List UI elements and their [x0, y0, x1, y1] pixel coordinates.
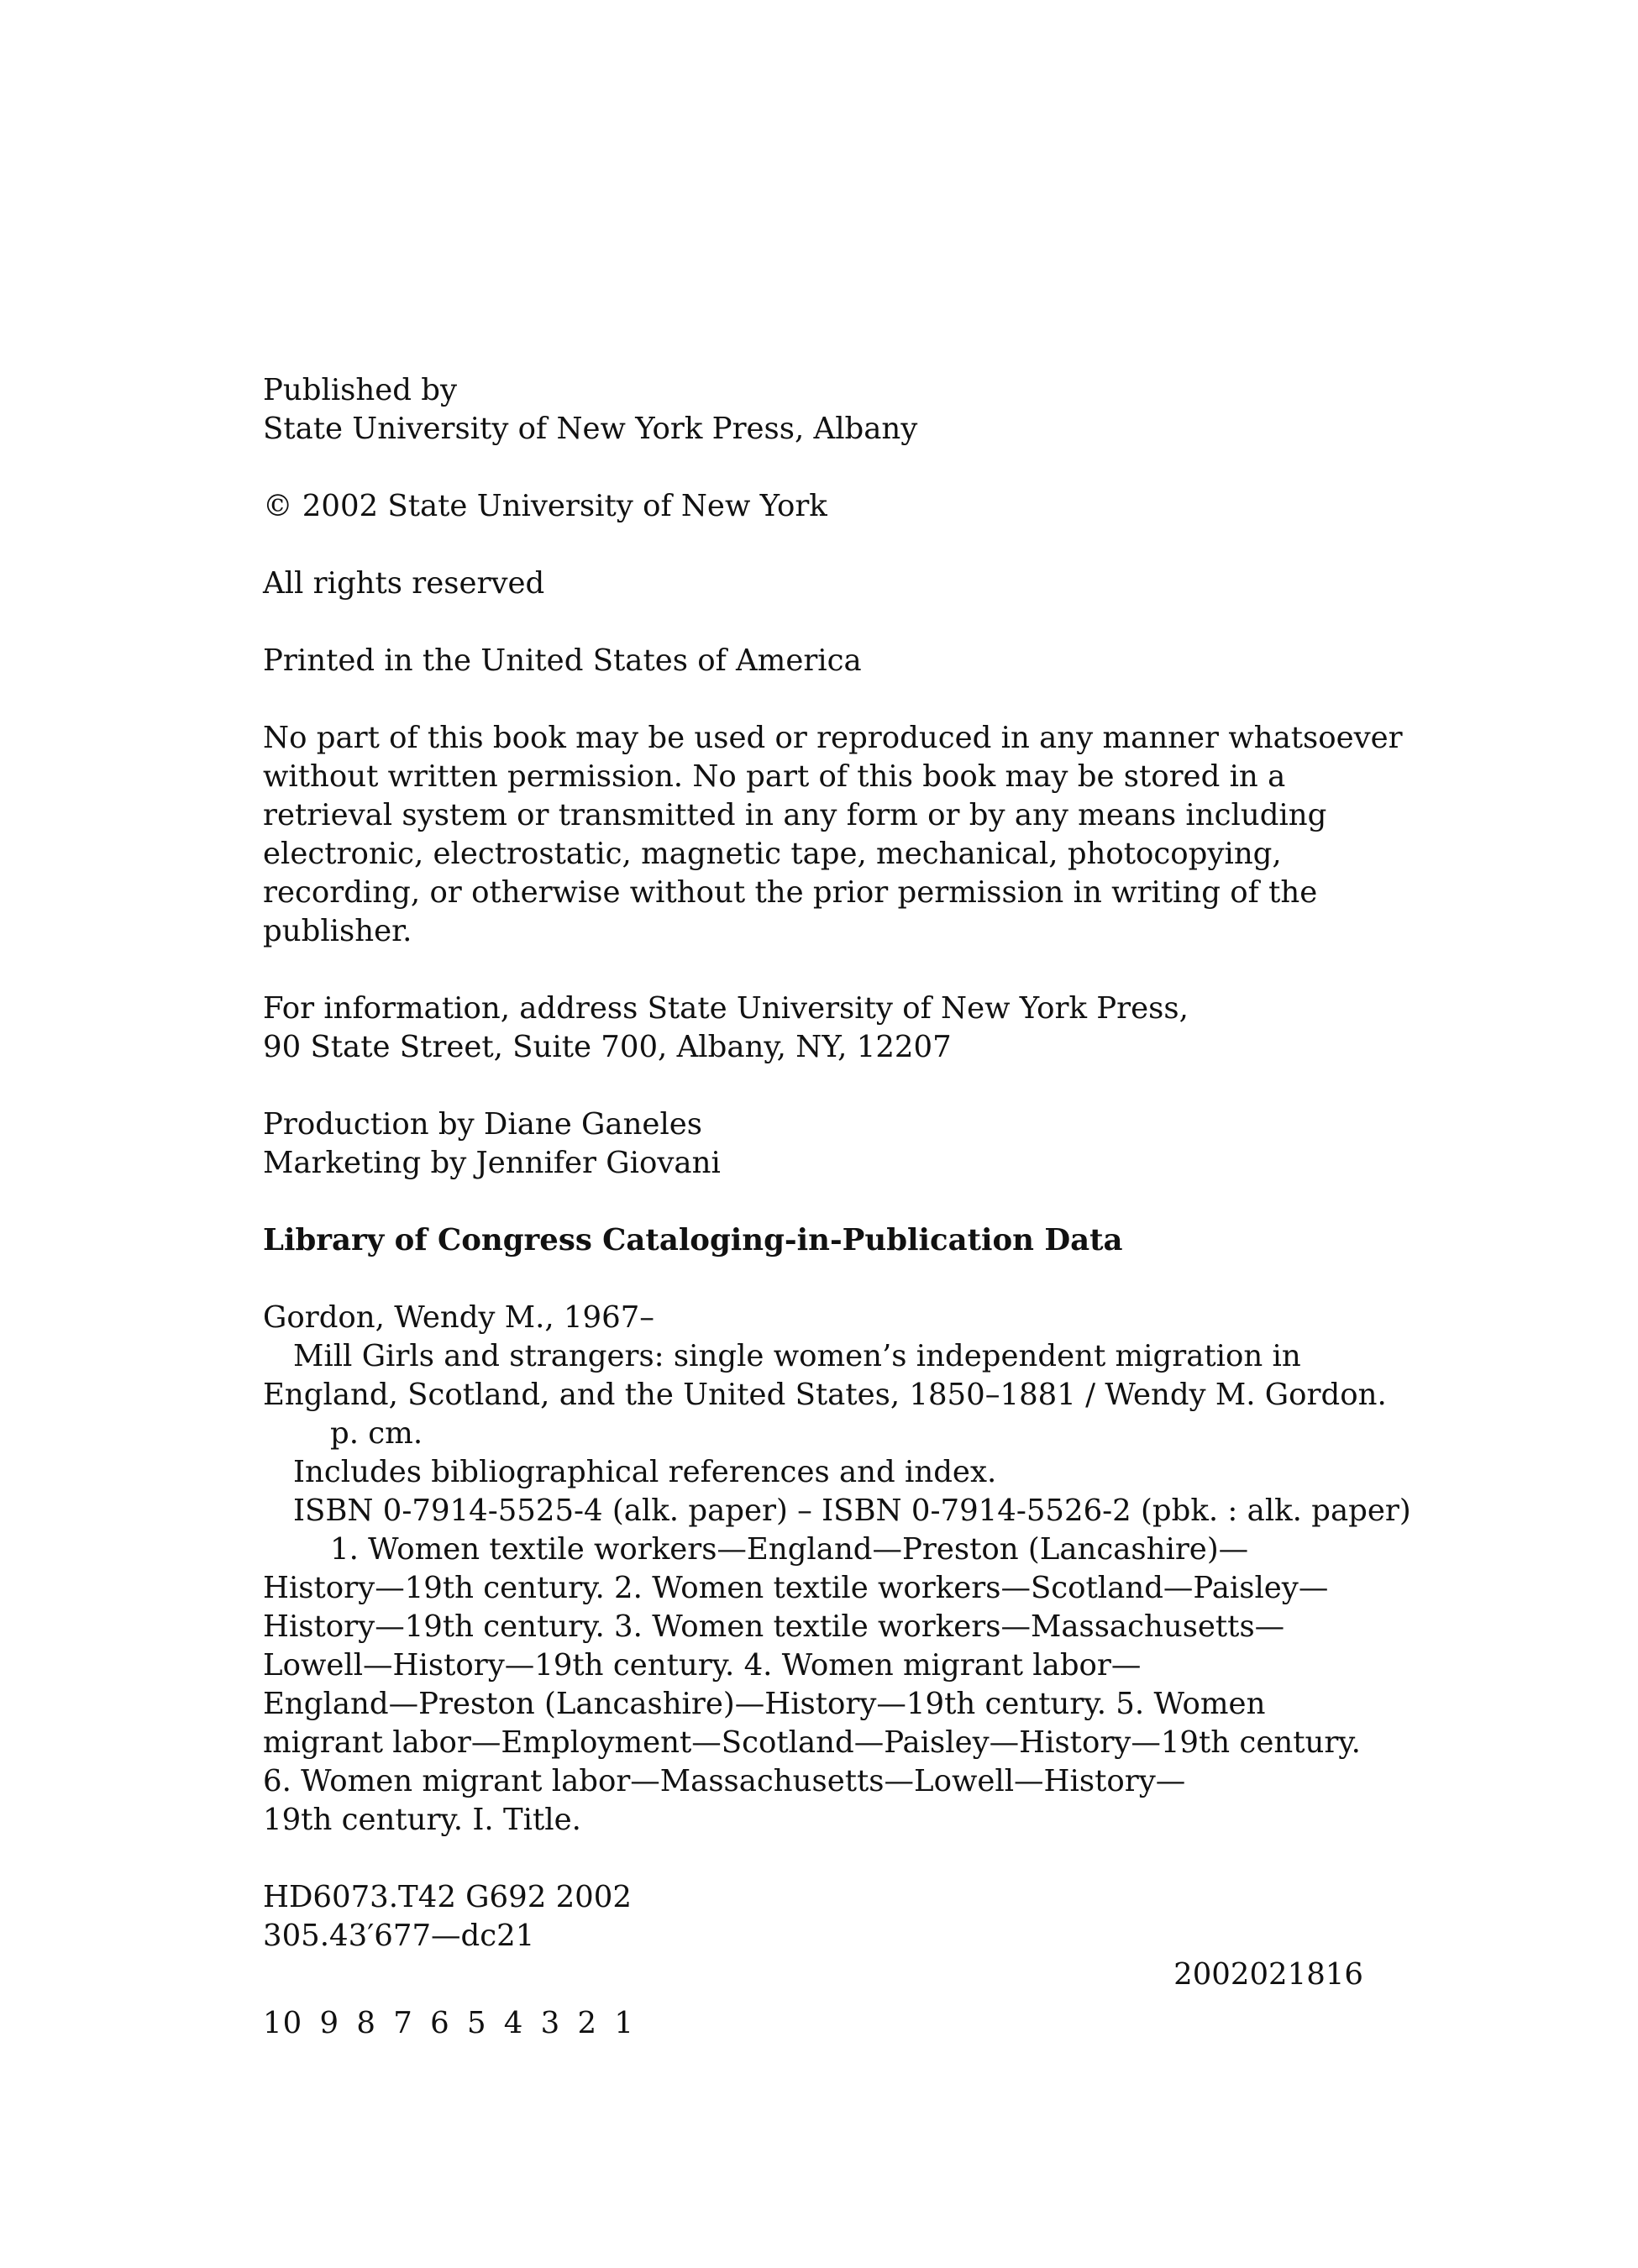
- publisher-line-1: Published by: [263, 373, 458, 407]
- dewey-classification: 305.43′677—dc21: [263, 1919, 535, 1953]
- cip-author: Gordon, Wendy M., 1967–: [263, 1300, 655, 1335]
- cip-subjects-first: 1. Women textile workers—England—Preston (Lancashire)—: [330, 1532, 1249, 1567]
- permission-line: electronic, electrostatic, magnetic tape, mechanical, photocopying,: [263, 837, 1282, 871]
- information-line-2: 90 State Street, Suite 700, Albany, NY, 12207: [263, 1030, 952, 1064]
- permission-line: publisher.: [263, 914, 412, 948]
- permission-line: without written permission. No part of this book may be stored in a: [263, 759, 1286, 794]
- rights-notice: All rights reserved: [263, 566, 545, 601]
- credits-block: [263, 1105, 1363, 1183]
- copyright-notice: © 2002 State University of New York: [263, 489, 827, 523]
- cip-subjects-line: History—19th century. 2. Women textile workers—Scotland—Paisley—: [263, 1571, 1329, 1605]
- classification-block: [263, 1878, 1363, 1994]
- cip-record: [263, 1299, 1411, 1840]
- lccn: 2002021816: [1173, 1957, 1363, 1992]
- cip-pcm: p. cm.: [330, 1416, 423, 1451]
- cip-includes: Includes bibliographical references and index.: [293, 1455, 997, 1489]
- cip-isbn: ISBN 0-7914-5525-4 (alk. paper) – ISBN 0-7914-5526-2 (pbk. : alk. paper): [293, 1494, 1411, 1528]
- cip-subjects-line: migrant labor—Employment—Scotland—Paisley—History—19th century.: [263, 1725, 1361, 1760]
- permission-line: recording, or otherwise without the prior permission in writing of the: [263, 875, 1318, 910]
- copyright-page: [263, 371, 1411, 2043]
- cip-heading: Library of Congress Cataloging-in-Publication Data: [263, 1223, 1123, 1257]
- marketing-credit: Marketing by Jennifer Giovani: [263, 1146, 721, 1180]
- printing-line: 10 9 8 7 6 5 4 3 2 1: [263, 2006, 635, 2040]
- production-credit: Production by Diane Ganeles: [263, 1107, 703, 1142]
- cip-subjects-line: 6. Women migrant labor—Massachusetts—Lowell—History—: [263, 1764, 1186, 1798]
- lc-classification: HD6073.T42 G692 2002: [263, 1880, 632, 1914]
- cip-title-line-1: Mill Girls and strangers: single women’s independent migration in: [293, 1339, 1301, 1373]
- cip-subjects-line: History—19th century. 3. Women textile workers—Massachusetts—: [263, 1609, 1285, 1644]
- permission-notice: [263, 719, 1403, 951]
- permission-line: retrieval system or transmitted in any form or by any means including: [263, 798, 1327, 832]
- cip-title-line-2: England, Scotland, and the United States, 1850–1881 / Wendy M. Gordon.: [263, 1378, 1387, 1412]
- cip-subjects-line: 19th century. I. Title.: [263, 1803, 581, 1837]
- cip-subjects-line: England—Preston (Lancashire)—History—19th century. 5. Women: [263, 1687, 1266, 1721]
- printed-notice: Printed in the United States of America: [263, 643, 862, 678]
- cip-subjects-line: Lowell—History—19th century. 4. Women migrant labor—: [263, 1648, 1142, 1683]
- permission-line: No part of this book may be used or reproduced in any manner whatsoever: [263, 721, 1403, 755]
- information-line-1: For information, address State University of New York Press,: [263, 991, 1189, 1026]
- publisher-line-2: State University of New York Press, Albany: [263, 412, 918, 446]
- publisher-block: [263, 371, 1363, 449]
- information-block: [263, 990, 1363, 1067]
